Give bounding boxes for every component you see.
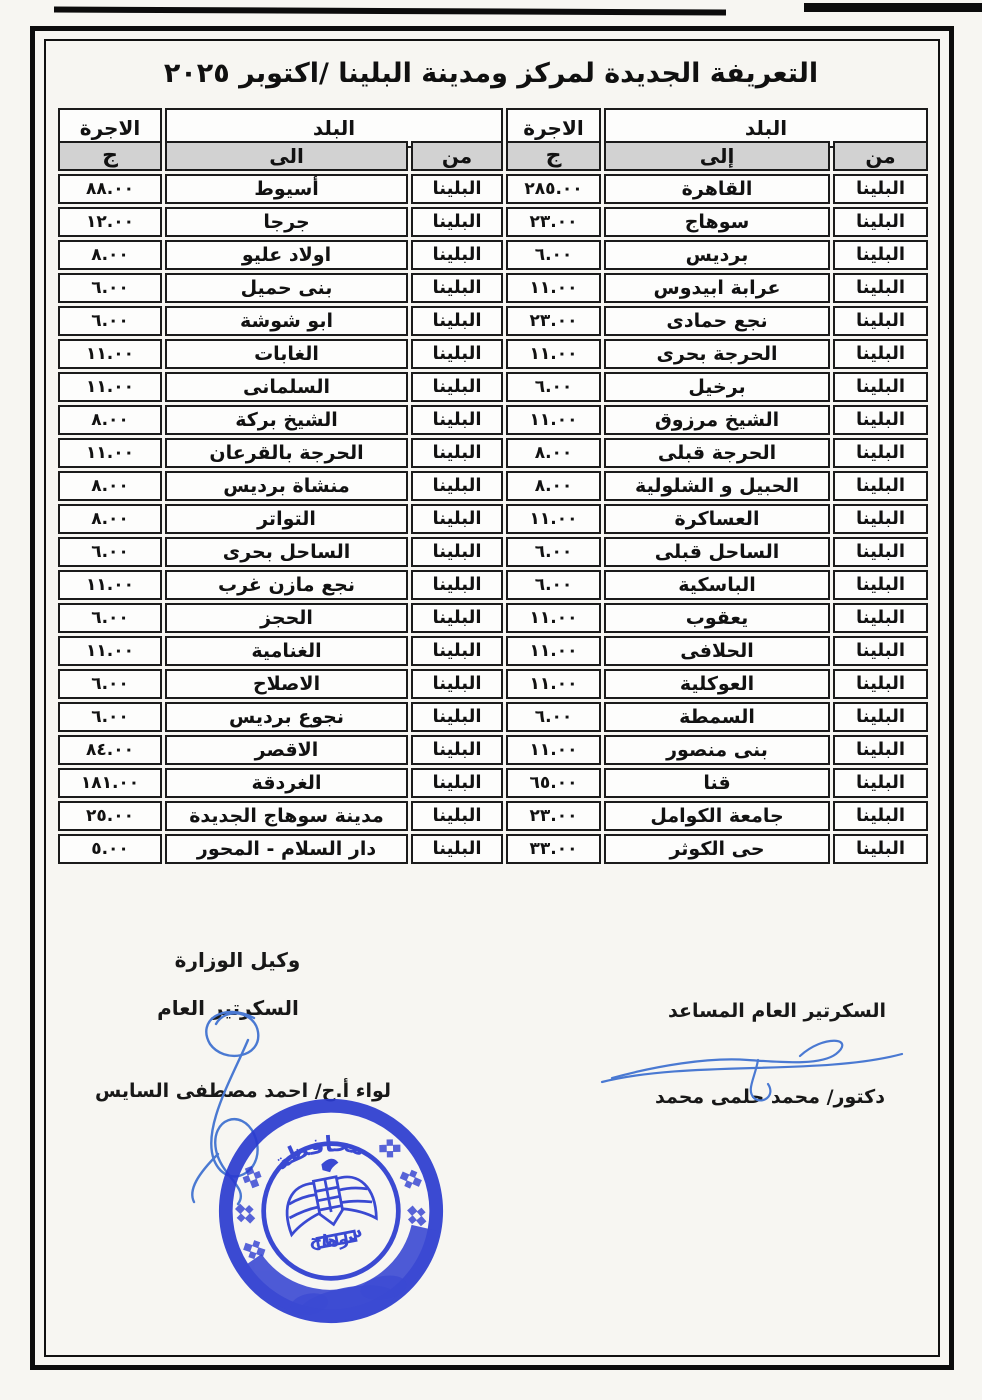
fare-cell-left: ٦.٠٠ bbox=[58, 273, 162, 303]
destination-cell-right: السمطة bbox=[604, 702, 830, 732]
fare-cell-right: ٦٥.٠٠ bbox=[506, 768, 601, 798]
fare-cell-left: ٨.٠٠ bbox=[58, 471, 162, 501]
destination-cell-right: الساحل قبلى bbox=[604, 537, 830, 567]
destination-cell-right: قنا bbox=[604, 768, 830, 798]
origin-cell-left: البلينا bbox=[411, 603, 503, 633]
fare-cell-left: ٨٤.٠٠ bbox=[58, 735, 162, 765]
fare-cell-right: ٣٣.٠٠ bbox=[506, 834, 601, 864]
origin-cell-left: البلينا bbox=[411, 834, 503, 864]
origin-cell-right: البلينا bbox=[833, 372, 928, 402]
origin-cell-right: البلينا bbox=[833, 207, 928, 237]
destination-cell-right: الحرجة بحرى bbox=[604, 339, 830, 369]
destination-cell-left: بنى حميل bbox=[165, 273, 408, 303]
fare-table bbox=[58, 108, 928, 864]
origin-cell-right: البلينا bbox=[833, 603, 928, 633]
fare-cell-left: ١١.٠٠ bbox=[58, 372, 162, 402]
fare-cell-left: ٦.٠٠ bbox=[58, 702, 162, 732]
origin-cell-left: البلينا bbox=[411, 339, 503, 369]
origin-cell-left: البلينا bbox=[411, 702, 503, 732]
header-currency-right: ج bbox=[506, 141, 601, 171]
origin-cell-right: البلينا bbox=[833, 768, 928, 798]
origin-cell-right: البلينا bbox=[833, 174, 928, 204]
fare-cell-right: ٦.٠٠ bbox=[506, 702, 601, 732]
destination-cell-left: الغنامية bbox=[165, 636, 408, 666]
destination-cell-left: الشيخ بركة bbox=[165, 405, 408, 435]
stamp-bottom-text: سوهاج bbox=[308, 1220, 366, 1252]
destination-cell-right: جامعة الكوامل bbox=[604, 801, 830, 831]
fare-cell-left: ١١.٠٠ bbox=[58, 570, 162, 600]
fare-cell-left: ٦.٠٠ bbox=[58, 603, 162, 633]
fare-cell-right: ٦.٠٠ bbox=[506, 537, 601, 567]
origin-cell-right: البلينا bbox=[833, 636, 928, 666]
right-signer-title: السكرتير العام المساعد bbox=[667, 1000, 887, 1022]
fare-cell-right: ٢٣.٠٠ bbox=[506, 801, 601, 831]
header-fare-right: الاجرة bbox=[506, 108, 601, 148]
header-currency-left: ج bbox=[58, 141, 162, 171]
origin-cell-left: البلينا bbox=[411, 768, 503, 798]
scan-artifact-top-left bbox=[54, 7, 726, 16]
destination-cell-left: الساحل بحرى bbox=[165, 537, 408, 567]
origin-cell-left: البلينا bbox=[411, 636, 503, 666]
document-title: التعريفة الجديدة لمركز ومدينة البلينا /اكتوبر ٢٠٢٥ bbox=[163, 58, 819, 89]
origin-cell-right: البلينا bbox=[833, 735, 928, 765]
fare-cell-left: ٦.٠٠ bbox=[58, 537, 162, 567]
origin-cell-left: البلينا bbox=[411, 570, 503, 600]
fare-cell-right: ١١.٠٠ bbox=[506, 735, 601, 765]
fare-cell-right: ١١.٠٠ bbox=[506, 405, 601, 435]
fare-cell-left: ١٨١.٠٠ bbox=[58, 768, 162, 798]
destination-cell-left: الغردقة bbox=[165, 768, 408, 798]
header-fare-left: الاجرة bbox=[58, 108, 162, 148]
fare-cell-right: ١١.٠٠ bbox=[506, 603, 601, 633]
fare-cell-left: ٦.٠٠ bbox=[58, 669, 162, 699]
fare-cell-left: ٨.٠٠ bbox=[58, 405, 162, 435]
origin-cell-right: البلينا bbox=[833, 438, 928, 468]
fare-cell-left: ٨.٠٠ bbox=[58, 240, 162, 270]
destination-cell-right: القاهرة bbox=[604, 174, 830, 204]
fare-cell-left: ١١.٠٠ bbox=[58, 438, 162, 468]
origin-cell-left: البلينا bbox=[411, 504, 503, 534]
origin-cell-right: البلينا bbox=[833, 240, 928, 270]
origin-cell-left: البلينا bbox=[411, 537, 503, 567]
origin-cell-right: البلينا bbox=[833, 702, 928, 732]
fare-cell-left: ٦.٠٠ bbox=[58, 306, 162, 336]
fare-cell-left: ٢٥.٠٠ bbox=[58, 801, 162, 831]
header-to-left: الى bbox=[165, 141, 408, 171]
origin-cell-left: البلينا bbox=[411, 207, 503, 237]
fare-cell-left: ١١.٠٠ bbox=[58, 339, 162, 369]
fare-cell-left: ١٢.٠٠ bbox=[58, 207, 162, 237]
origin-cell-left: البلينا bbox=[411, 174, 503, 204]
destination-cell-right: العوكلية bbox=[604, 669, 830, 699]
svg-text:محافظة bbox=[267, 1124, 373, 1179]
fare-cell-right: ٨.٠٠ bbox=[506, 438, 601, 468]
origin-cell-right: البلينا bbox=[833, 273, 928, 303]
destination-cell-left: منشاة برديس bbox=[165, 471, 408, 501]
fare-cell-right: ٦.٠٠ bbox=[506, 570, 601, 600]
origin-cell-left: البلينا bbox=[411, 801, 503, 831]
fare-cell-right: ١١.٠٠ bbox=[506, 273, 601, 303]
origin-cell-right: البلينا bbox=[833, 339, 928, 369]
destination-cell-left: الحجز bbox=[165, 603, 408, 633]
fare-cell-right: ١١.٠٠ bbox=[506, 504, 601, 534]
fare-cell-left: ١١.٠٠ bbox=[58, 636, 162, 666]
destination-cell-right: الباسكية bbox=[604, 570, 830, 600]
origin-cell-left: البلينا bbox=[411, 240, 503, 270]
origin-cell-right: البلينا bbox=[833, 504, 928, 534]
fare-cell-left: ٨٨.٠٠ bbox=[58, 174, 162, 204]
fare-cell-right: ١١.٠٠ bbox=[506, 669, 601, 699]
origin-cell-right: البلينا bbox=[833, 801, 928, 831]
scan-artifact-top-right bbox=[804, 3, 982, 12]
destination-cell-left: جرجا bbox=[165, 207, 408, 237]
destination-cell-left: ابو شوشة bbox=[165, 306, 408, 336]
origin-cell-right: البلينا bbox=[833, 405, 928, 435]
fare-cell-right: ٦.٠٠ bbox=[506, 372, 601, 402]
origin-cell-right: البلينا bbox=[833, 306, 928, 336]
left-signer-title-1: وكيل الوزارة bbox=[174, 948, 301, 972]
header-country-right: البلد bbox=[604, 108, 928, 148]
origin-cell-left: البلينا bbox=[411, 273, 503, 303]
origin-cell-left: البلينا bbox=[411, 372, 503, 402]
origin-cell-left: البلينا bbox=[411, 669, 503, 699]
destination-cell-right: سوهاج bbox=[604, 207, 830, 237]
fare-cell-right: ١١.٠٠ bbox=[506, 636, 601, 666]
destination-cell-right: بنى منصور bbox=[604, 735, 830, 765]
right-signer-name: دكتور/ محمد حلمى محمد bbox=[655, 1086, 885, 1108]
header-from-left: من bbox=[411, 141, 503, 171]
destination-cell-left: دار السلام - المحور bbox=[165, 834, 408, 864]
stamp-top-text: محافظة bbox=[268, 1131, 368, 1177]
destination-cell-right: حى الكوثر bbox=[604, 834, 830, 864]
origin-cell-left: البلينا bbox=[411, 306, 503, 336]
destination-cell-left: الغابات bbox=[165, 339, 408, 369]
fare-cell-left: ٨.٠٠ bbox=[58, 504, 162, 534]
destination-cell-right: الحبيل و الشلولية bbox=[604, 471, 830, 501]
fare-cell-right: ٢٨٥.٠٠ bbox=[506, 174, 601, 204]
destination-cell-left: الاقصر bbox=[165, 735, 408, 765]
right-signature-icon bbox=[598, 1028, 910, 1106]
header-country-left: البلد bbox=[165, 108, 503, 148]
destination-cell-left: اولاد عليو bbox=[165, 240, 408, 270]
destination-cell-right: الشيخ مرزوق bbox=[604, 405, 830, 435]
header-to-right: إلى bbox=[604, 141, 830, 171]
origin-cell-right: البلينا bbox=[833, 570, 928, 600]
destination-cell-left: السلمانى bbox=[165, 372, 408, 402]
destination-cell-left: مدينة سوهاج الجديدة bbox=[165, 801, 408, 831]
destination-cell-right: العساكرة bbox=[604, 504, 830, 534]
destination-cell-left: نجع مازن غرب bbox=[165, 570, 408, 600]
origin-cell-right: البلينا bbox=[833, 834, 928, 864]
fare-cell-right: ٦.٠٠ bbox=[506, 240, 601, 270]
destination-cell-right: برديس bbox=[604, 240, 830, 270]
destination-cell-right: نجع حمادى bbox=[604, 306, 830, 336]
header-from-right: من bbox=[833, 141, 928, 171]
destination-cell-left: التواتر bbox=[165, 504, 408, 534]
fare-cell-right: ٢٣.٠٠ bbox=[506, 306, 601, 336]
destination-cell-left: الحرجة بالقرعان bbox=[165, 438, 408, 468]
fare-cell-right: ٨.٠٠ bbox=[506, 471, 601, 501]
fare-cell-left: ٥.٠٠ bbox=[58, 834, 162, 864]
origin-cell-left: البلينا bbox=[411, 471, 503, 501]
destination-cell-left: نجوع برديس bbox=[165, 702, 408, 732]
fare-cell-right: ٢٣.٠٠ bbox=[506, 207, 601, 237]
destination-cell-left: أسيوط bbox=[165, 174, 408, 204]
origin-cell-right: البلينا bbox=[833, 669, 928, 699]
origin-cell-left: البلينا bbox=[411, 735, 503, 765]
left-signer-name: لواء أ.ح/ احمد مصطفى السايس bbox=[94, 1080, 391, 1102]
left-signer-title-2: السكرتير العام bbox=[157, 996, 299, 1020]
fare-cell-right: ١١.٠٠ bbox=[506, 339, 601, 369]
destination-cell-right: الحرجة قبلى bbox=[604, 438, 830, 468]
origin-cell-right: البلينا bbox=[833, 471, 928, 501]
origin-cell-right: البلينا bbox=[833, 537, 928, 567]
destination-cell-left: الاصلاح bbox=[165, 669, 408, 699]
official-stamp bbox=[189, 1069, 473, 1353]
origin-cell-left: البلينا bbox=[411, 438, 503, 468]
destination-cell-right: برخيل bbox=[604, 372, 830, 402]
destination-cell-right: يعقوب bbox=[604, 603, 830, 633]
destination-cell-right: عرابة ابيدوس bbox=[604, 273, 830, 303]
destination-cell-right: الحلافى bbox=[604, 636, 830, 666]
origin-cell-left: البلينا bbox=[411, 405, 503, 435]
